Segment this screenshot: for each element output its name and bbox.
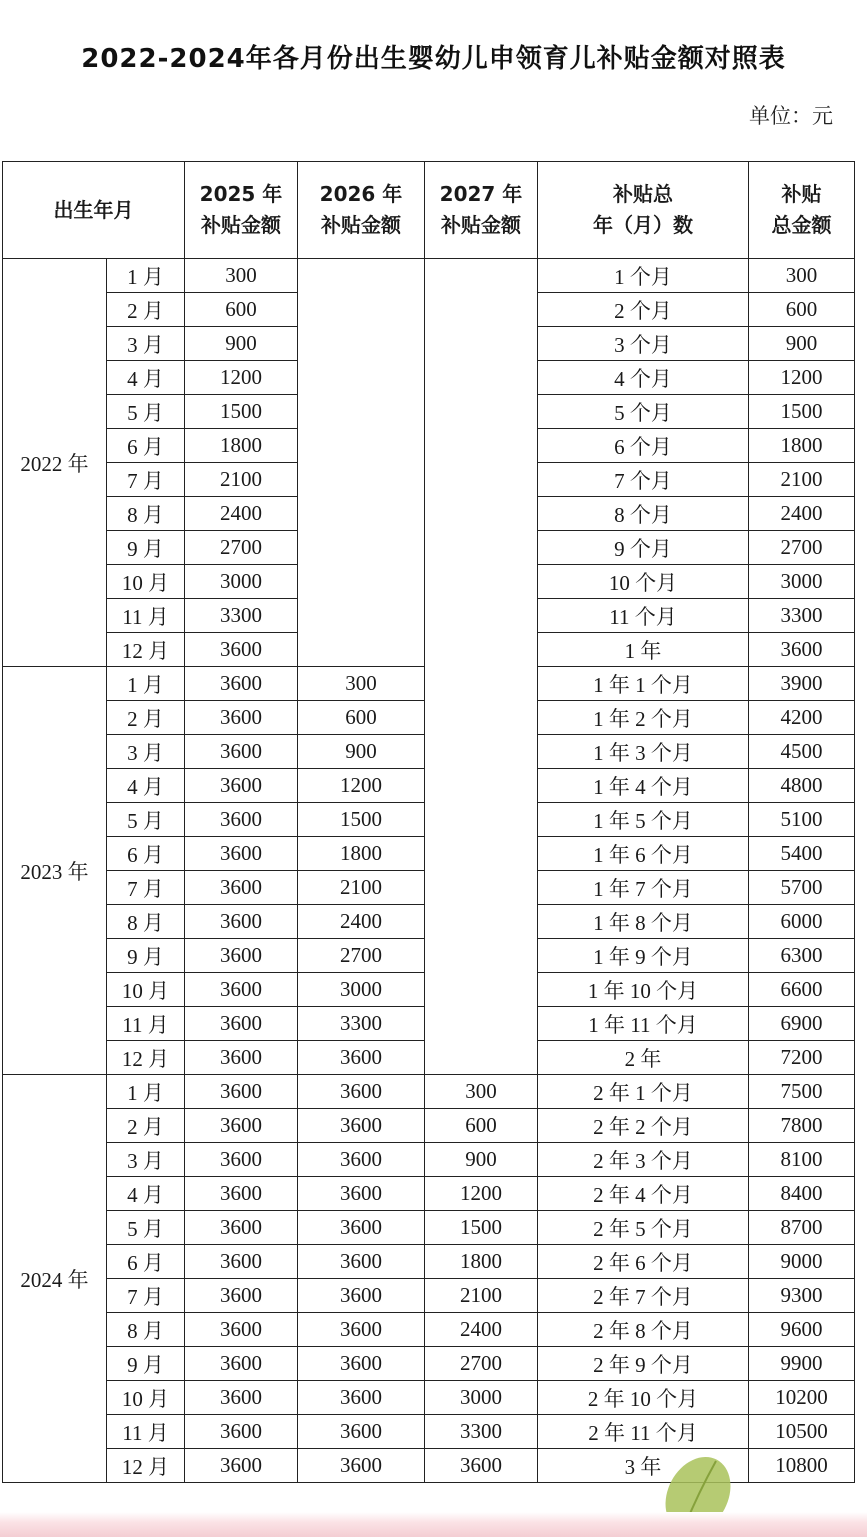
amount-2026-cell: 3600 [298,1415,425,1449]
table-row [3,1313,855,1347]
total-amount-cell: 6300 [749,939,855,973]
amount-2026-cell: 3600 [298,1109,425,1143]
total-amount-cell: 7200 [749,1041,855,1075]
total-amount-cell: 2400 [749,497,855,531]
amount-2025-cell: 3600 [185,735,298,769]
amount-2026-cell: 3600 [298,1041,425,1075]
duration-cell: 1 年 10 个月 [538,973,749,1007]
total-amount-cell: 5100 [749,803,855,837]
month-cell: 7 月 [107,463,185,497]
total-amount-cell: 600 [749,293,855,327]
table-row [3,1347,855,1381]
header-2026-line1: 2026 年 [319,182,403,206]
amount-2025-cell: 2100 [185,463,298,497]
amount-2025-cell: 1800 [185,429,298,463]
amount-2027-cell: 1800 [425,1245,538,1279]
month-cell: 4 月 [107,361,185,395]
total-amount-cell: 10800 [749,1449,855,1483]
total-amount-cell: 2100 [749,463,855,497]
amount-2026-cell: 3600 [298,1211,425,1245]
bottom-decor-strip [0,1512,867,1537]
month-cell: 1 月 [107,259,185,293]
amount-2025-cell: 3600 [185,701,298,735]
amount-2027-cell: 300 [425,1075,538,1109]
duration-cell: 1 年 5 个月 [538,803,749,837]
total-amount-cell: 4800 [749,769,855,803]
amount-2027-cell: 3600 [425,1449,538,1483]
amount-2025-cell: 3600 [185,1075,298,1109]
month-cell: 11 月 [107,599,185,633]
header-duration-line1: 补贴总 [613,182,673,206]
month-cell: 1 月 [107,667,185,701]
amount-2025-cell: 3600 [185,667,298,701]
amount-2025-cell: 3600 [185,803,298,837]
total-amount-cell: 7800 [749,1109,855,1143]
total-amount-cell: 900 [749,327,855,361]
header-birth: 出生年月 [3,162,185,259]
amount-2025-cell: 3600 [185,1007,298,1041]
year-label: 2024 年 [3,1075,107,1483]
month-cell: 4 月 [107,1177,185,1211]
table-row [3,1245,855,1279]
duration-cell: 2 年 10 个月 [538,1381,749,1415]
month-cell: 3 月 [107,327,185,361]
page-title: 2022-2024年各月份出生婴幼儿申领育儿补贴金额对照表 [81,44,786,74]
total-amount-cell: 6000 [749,905,855,939]
duration-cell: 1 个月 [538,259,749,293]
amount-2026-cell: 1500 [298,803,425,837]
month-cell: 12 月 [107,633,185,667]
month-cell: 10 月 [107,1381,185,1415]
month-cell: 4 月 [107,769,185,803]
total-amount-cell: 2700 [749,531,855,565]
amount-2025-cell: 900 [185,327,298,361]
month-cell: 8 月 [107,1313,185,1347]
duration-cell: 3 年 [538,1449,749,1483]
amount-2025-cell: 3600 [185,1109,298,1143]
amount-2025-cell: 3600 [185,769,298,803]
month-cell: 9 月 [107,939,185,973]
header-2025-line2: 补贴金额 [201,213,281,237]
header-2027-line1: 2027 年 [439,182,523,206]
duration-cell: 1 年 9 个月 [538,939,749,973]
header-2027-line2: 补贴金额 [441,213,521,237]
amount-2025-cell: 1500 [185,395,298,429]
header-2025-line1: 2025 年 [199,182,283,206]
amount-2025-cell: 3600 [185,1347,298,1381]
amount-2025-cell: 2700 [185,531,298,565]
amount-2025-cell: 3600 [185,1143,298,1177]
month-cell: 10 月 [107,973,185,1007]
amount-2025-cell: 3600 [185,1245,298,1279]
total-amount-cell: 1500 [749,395,855,429]
header-2025 [185,162,298,259]
amount-2026-cell: 3600 [298,1143,425,1177]
blank-2026-cell [298,259,425,667]
table-row [3,1109,855,1143]
amount-2025-cell: 3600 [185,1177,298,1211]
month-cell: 11 月 [107,1007,185,1041]
total-amount-cell: 4200 [749,701,855,735]
amount-2025-cell: 3600 [185,939,298,973]
duration-cell: 4 个月 [538,361,749,395]
duration-cell: 7 个月 [538,463,749,497]
duration-cell: 1 年 4 个月 [538,769,749,803]
duration-cell: 2 年 4 个月 [538,1177,749,1211]
total-amount-cell: 3600 [749,633,855,667]
amount-2025-cell: 3600 [185,1279,298,1313]
total-amount-cell: 6600 [749,973,855,1007]
month-cell: 3 月 [107,1143,185,1177]
month-cell: 10 月 [107,565,185,599]
duration-cell: 9 个月 [538,531,749,565]
amount-2025-cell: 3600 [185,1211,298,1245]
total-amount-cell: 7500 [749,1075,855,1109]
amount-2025-cell: 3600 [185,871,298,905]
amount-2025-cell: 3600 [185,1381,298,1415]
duration-cell: 2 年 5 个月 [538,1211,749,1245]
duration-cell: 2 年 8 个月 [538,1313,749,1347]
table-row [3,1177,855,1211]
month-cell: 8 月 [107,905,185,939]
total-amount-cell: 10500 [749,1415,855,1449]
duration-cell: 10 个月 [538,565,749,599]
amount-2026-cell: 2400 [298,905,425,939]
blank-2027-cell [425,259,538,1075]
amount-2027-cell: 900 [425,1143,538,1177]
amount-2026-cell: 3600 [298,1347,425,1381]
month-cell: 8 月 [107,497,185,531]
amount-2027-cell: 600 [425,1109,538,1143]
duration-cell: 1 年 8 个月 [538,905,749,939]
table-row [3,1381,855,1415]
total-amount-cell: 8100 [749,1143,855,1177]
total-amount-cell: 1200 [749,361,855,395]
amount-2025-cell: 2400 [185,497,298,531]
duration-cell: 1 年 6 个月 [538,837,749,871]
duration-cell: 2 年 11 个月 [538,1415,749,1449]
header-total [749,162,855,259]
amount-2025-cell: 1200 [185,361,298,395]
amount-2027-cell: 3000 [425,1381,538,1415]
duration-cell: 8 个月 [538,497,749,531]
total-amount-cell: 4500 [749,735,855,769]
subsidy-table [2,161,855,1483]
header-2026 [298,162,425,259]
header-2027 [425,162,538,259]
month-cell: 5 月 [107,803,185,837]
month-cell: 6 月 [107,837,185,871]
header-total-line1: 补贴 [781,182,822,206]
table-row [3,259,855,293]
total-amount-cell: 3300 [749,599,855,633]
month-cell: 7 月 [107,1279,185,1313]
amount-2026-cell: 1200 [298,769,425,803]
duration-cell: 3 个月 [538,327,749,361]
amount-2025-cell: 3000 [185,565,298,599]
header-total-line2: 总金额 [771,213,832,237]
total-amount-cell: 9900 [749,1347,855,1381]
year-label: 2023 年 [3,667,107,1075]
amount-2026-cell: 1800 [298,837,425,871]
month-cell: 2 月 [107,293,185,327]
amount-2025-cell: 300 [185,259,298,293]
header-duration [538,162,749,259]
amount-2027-cell: 2400 [425,1313,538,1347]
amount-2025-cell: 3600 [185,837,298,871]
amount-2025-cell: 3600 [185,1415,298,1449]
total-amount-cell: 6900 [749,1007,855,1041]
month-cell: 12 月 [107,1041,185,1075]
total-amount-cell: 3000 [749,565,855,599]
month-cell: 7 月 [107,871,185,905]
amount-2027-cell: 2100 [425,1279,538,1313]
month-cell: 5 月 [107,395,185,429]
amount-2026-cell: 2700 [298,939,425,973]
year-label: 2022 年 [3,259,107,667]
amount-2026-cell: 3600 [298,1449,425,1483]
duration-cell: 1 年 2 个月 [538,701,749,735]
duration-cell: 2 年 7 个月 [538,1279,749,1313]
month-cell: 1 月 [107,1075,185,1109]
duration-cell: 2 个月 [538,293,749,327]
month-cell: 9 月 [107,1347,185,1381]
duration-cell: 1 年 11 个月 [538,1007,749,1041]
table-row [3,1415,855,1449]
amount-2026-cell: 300 [298,667,425,701]
month-cell: 2 月 [107,1109,185,1143]
table-header [3,162,855,259]
duration-cell: 2 年 9 个月 [538,1347,749,1381]
duration-cell: 2 年 3 个月 [538,1143,749,1177]
amount-2027-cell: 3300 [425,1415,538,1449]
amount-2025-cell: 3600 [185,1449,298,1483]
table-row [3,1075,855,1109]
total-amount-cell: 9000 [749,1245,855,1279]
duration-cell: 2 年 [538,1041,749,1075]
total-amount-cell: 3900 [749,667,855,701]
month-cell: 12 月 [107,1449,185,1483]
unit-label: 单位：元 [749,104,833,128]
amount-2027-cell: 1200 [425,1177,538,1211]
amount-2025-cell: 3600 [185,1313,298,1347]
total-amount-cell: 8700 [749,1211,855,1245]
amount-2026-cell: 3600 [298,1313,425,1347]
duration-cell: 1 年 7 个月 [538,871,749,905]
duration-cell: 1 年 3 个月 [538,735,749,769]
month-cell: 3 月 [107,735,185,769]
amount-2026-cell: 3600 [298,1177,425,1211]
amount-2026-cell: 900 [298,735,425,769]
total-amount-cell: 9600 [749,1313,855,1347]
duration-cell: 2 年 2 个月 [538,1109,749,1143]
total-amount-cell: 1800 [749,429,855,463]
header-2026-line2: 补贴金额 [321,213,401,237]
duration-cell: 11 个月 [538,599,749,633]
total-amount-cell: 9300 [749,1279,855,1313]
amount-2027-cell: 1500 [425,1211,538,1245]
total-amount-cell: 300 [749,259,855,293]
amount-2027-cell: 2700 [425,1347,538,1381]
amount-2026-cell: 3600 [298,1381,425,1415]
duration-cell: 2 年 6 个月 [538,1245,749,1279]
duration-cell: 6 个月 [538,429,749,463]
amount-2026-cell: 3300 [298,1007,425,1041]
duration-cell: 1 年 1 个月 [538,667,749,701]
total-amount-cell: 5700 [749,871,855,905]
amount-2026-cell: 3600 [298,1245,425,1279]
total-amount-cell: 10200 [749,1381,855,1415]
month-cell: 2 月 [107,701,185,735]
amount-2026-cell: 600 [298,701,425,735]
table-row [3,1211,855,1245]
amount-2026-cell: 3000 [298,973,425,1007]
amount-2026-cell: 3600 [298,1279,425,1313]
amount-2025-cell: 3600 [185,1041,298,1075]
month-cell: 5 月 [107,1211,185,1245]
table-row [3,1279,855,1313]
month-cell: 11 月 [107,1415,185,1449]
amount-2026-cell: 3600 [298,1075,425,1109]
total-amount-cell: 5400 [749,837,855,871]
duration-cell: 5 个月 [538,395,749,429]
duration-cell: 1 年 [538,633,749,667]
amount-2025-cell: 3600 [185,633,298,667]
header-duration-line2: 年（月）数 [593,213,693,237]
table-body [3,259,855,1483]
table-row [3,1143,855,1177]
amount-2025-cell: 600 [185,293,298,327]
month-cell: 6 月 [107,1245,185,1279]
amount-2025-cell: 3300 [185,599,298,633]
amount-2026-cell: 2100 [298,871,425,905]
amount-2025-cell: 3600 [185,905,298,939]
month-cell: 6 月 [107,429,185,463]
total-amount-cell: 8400 [749,1177,855,1211]
amount-2025-cell: 3600 [185,973,298,1007]
duration-cell: 2 年 1 个月 [538,1075,749,1109]
month-cell: 9 月 [107,531,185,565]
